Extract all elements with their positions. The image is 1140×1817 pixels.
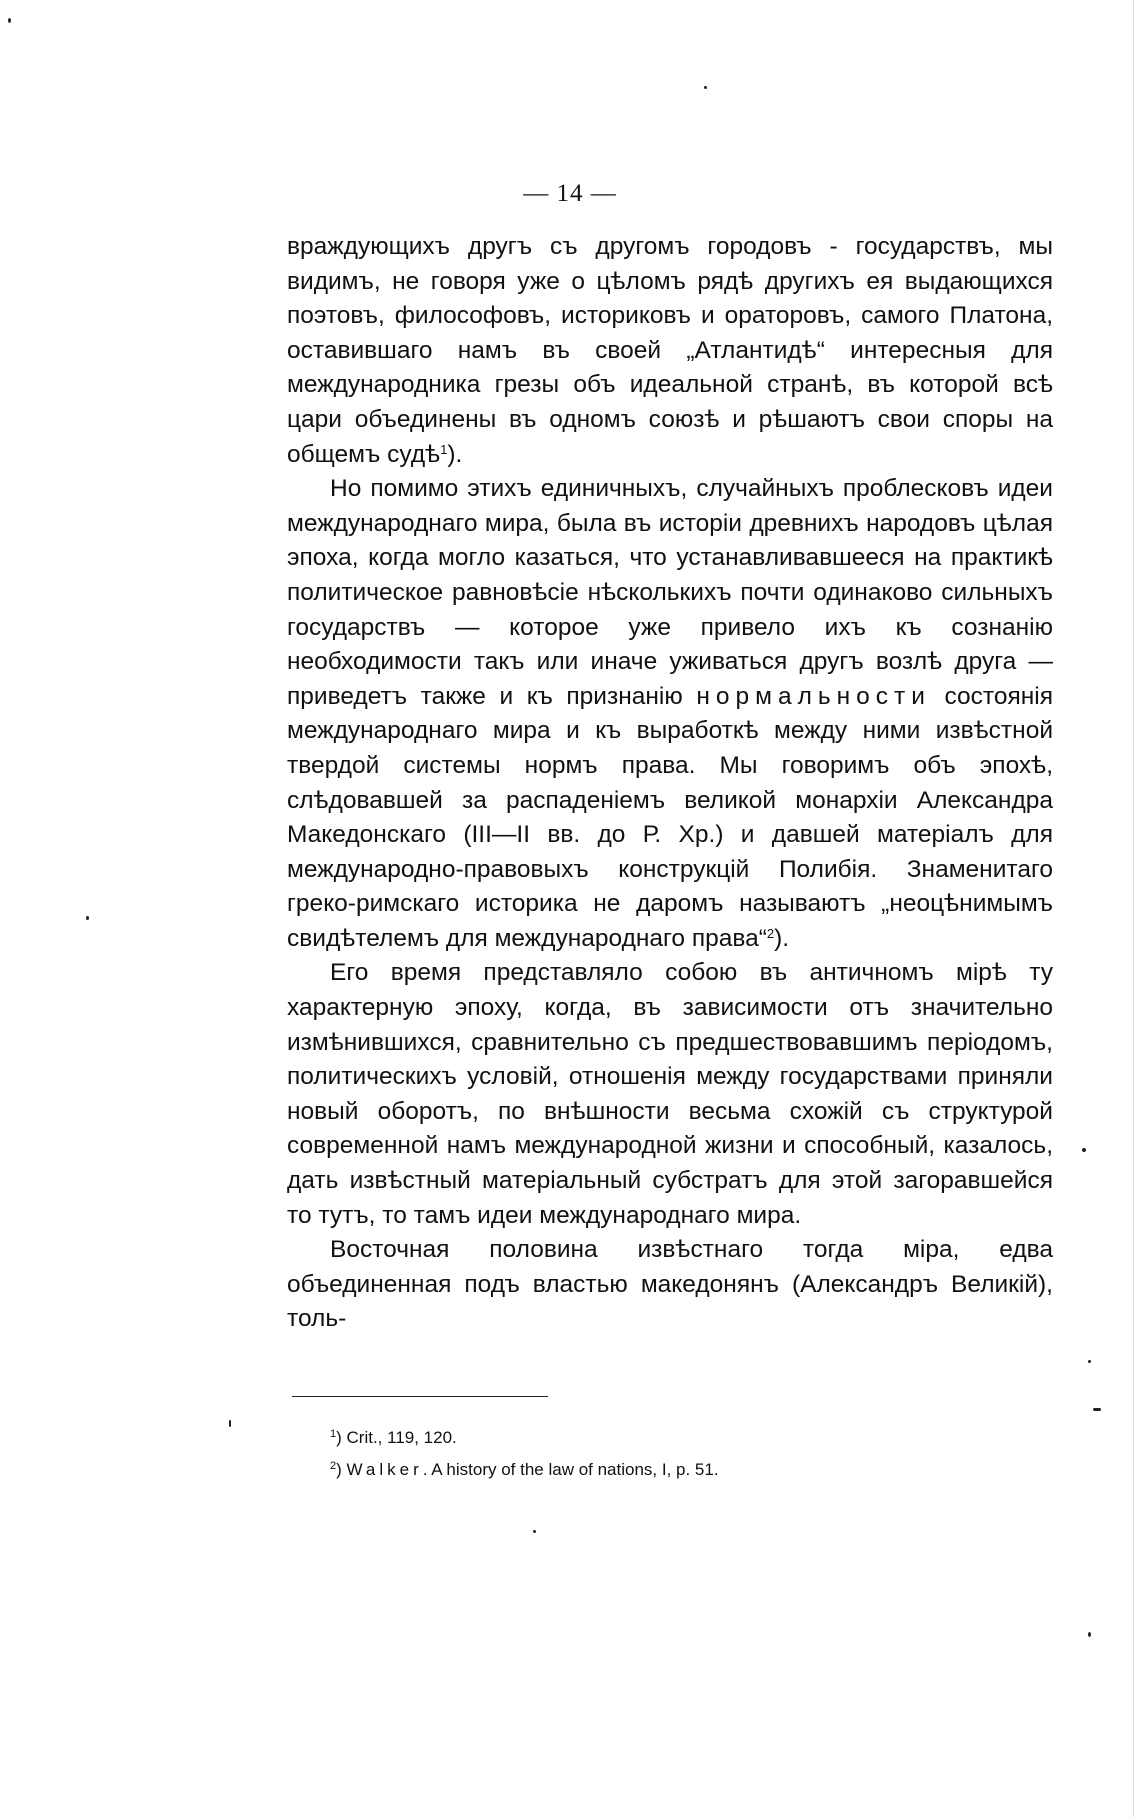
scan-speck	[8, 18, 11, 23]
emphasized-word: нормальности	[696, 682, 931, 710]
paragraph-1	[287, 230, 1053, 472]
scan-speck	[1088, 1360, 1091, 1363]
paragraph-3	[287, 956, 1053, 1233]
footnote-1-mark: 1	[330, 1428, 337, 1440]
paragraph-1-end: ).	[447, 440, 463, 468]
footnote-ref-2: 2	[766, 925, 775, 941]
footnote-divider	[292, 1396, 548, 1397]
page-number: — 14 —	[523, 180, 617, 207]
paragraph-4	[287, 1233, 1053, 1337]
paragraph-2-text-b: состоянія международнаго мира и къ выработкѣ между ними извѣстной твердой системы нормъ права. Мы говоримъ объ эпохѣ, слѣдовавшей за распаденіемъ великой монархіи Александра Македонскаго (III—II вв. до Р. Хр.) и давшей матеріалъ для международно-правовыхъ конструкцій Полибія. Знаменитаго греко-римскаго историка не даромъ называютъ „неоцѣнимымъ свидѣтелемъ для международнаго права“	[287, 682, 1053, 952]
scan-speck	[533, 1530, 536, 1533]
scan-speck	[86, 916, 89, 920]
scan-speck	[229, 1420, 231, 1427]
paragraph-1-text: враждующихъ другъ съ другомъ городовъ - государствъ, мы видимъ, не говоря уже о цѣломъ рядѣ другихъ ея выдающихся поэтовъ, философовъ, историковъ и ораторовъ, самого Платона, оставившаго намъ въ своей „Атлантидѣ“ интересныя для международника грезы объ идеальной странѣ, въ которой всѣ цари объединены въ одномъ союзѣ и рѣшаютъ свои споры на общемъ судѣ	[287, 233, 1053, 468]
footnote-2-mark: 2	[330, 1460, 337, 1472]
scan-speck	[1093, 1408, 1101, 1411]
scan-speck	[1088, 1632, 1091, 1637]
footnote-ref-1: 1	[440, 441, 448, 457]
scan-speck	[1082, 1148, 1086, 1152]
scan-edge-line	[1133, 0, 1134, 1817]
footnote-1	[330, 1422, 1030, 1454]
footnote-2-author: Walker	[346, 1460, 423, 1479]
footnote-2-rest: . A history of the law of nations, I, p. 51.	[422, 1460, 719, 1479]
paragraph-2-end: ).	[774, 924, 790, 952]
paragraph-3-text: Его время представляло собою въ античномъ мірѣ ту характерную эпоху, когда, въ зависимости отъ значительно измѣнившихся, сравнительно съ предшествовавшимъ періодомъ, политическихъ условій, отношенія между государствами приняли новый оборотъ, по внѣшности весьма схожій съ структурой современной намъ международной жизни и способный, казалось, дать извѣстный матеріальный субстратъ для этой загоравшейся то тутъ, то тамъ идеи международнаго мира.	[287, 959, 1053, 1229]
footnote-2	[330, 1454, 1030, 1486]
main-text	[287, 230, 1053, 1337]
footnote-1-text: ) Crit., 119, 120.	[336, 1428, 457, 1447]
footnotes	[330, 1422, 1030, 1486]
paragraph-2-text-a: Но помимо этихъ единичныхъ, случайныхъ проблесковъ идеи международнаго мира, была въ исторіи древнихъ народовъ цѣлая эпоха, когда могло казаться, что устанавливавшееся на практикѣ политическое равновѣсіе нѣсколькихъ почти одинаково сильныхъ государствъ — которое уже привело ихъ къ сознанію необходимости такъ или иначе уживаться другъ возлѣ друга — приведетъ также и къ признанію	[287, 475, 1053, 710]
footnote-2-paren: )	[336, 1460, 347, 1479]
scan-speck	[704, 86, 707, 89]
paragraph-2	[287, 472, 1053, 956]
paragraph-4-text: Восточная половина извѣстнаго тогда міра, едва объединенная подъ властью македонянъ (Александръ Великій), толь-	[287, 1236, 1053, 1333]
